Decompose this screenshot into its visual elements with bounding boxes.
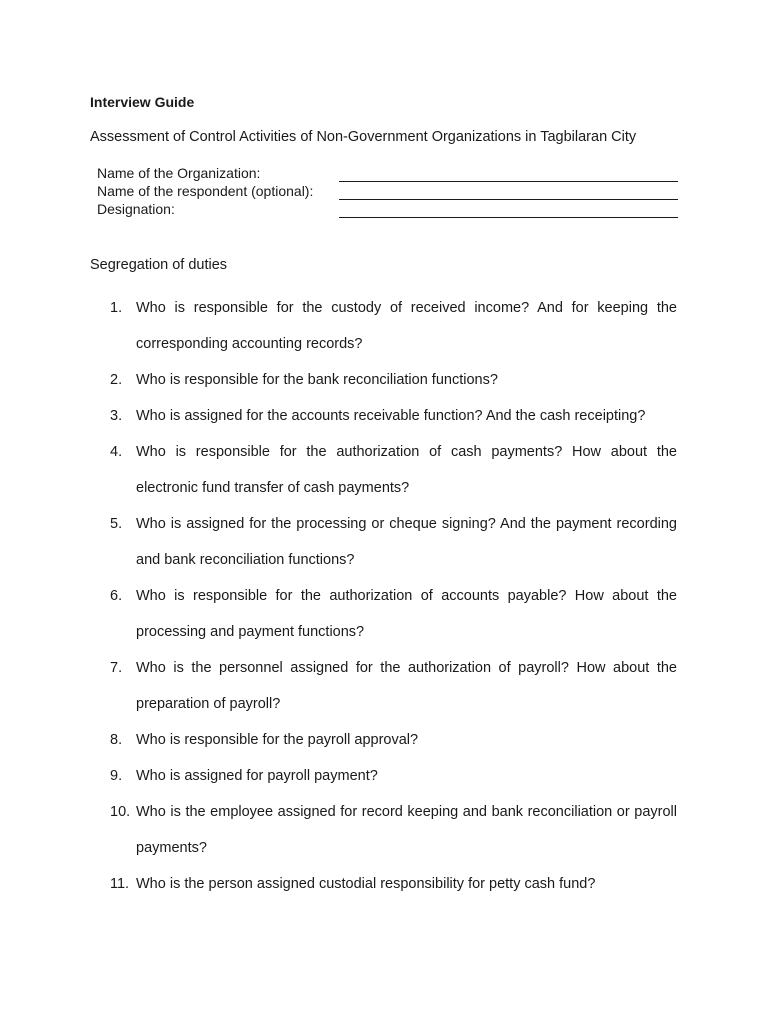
question-text: Who is the person assigned custodial responsibility for petty cash fund? [136,876,596,892]
question-text: Who is responsible for the payroll approval? [136,732,419,748]
question-item [110,866,677,902]
document-title: Interview Guide [90,94,195,110]
field-respondent-name [97,182,678,200]
field-designation [97,200,678,218]
question-text: Who is the employee assigned for record keeping and bank reconciliation or payroll payments? [136,804,677,856]
question-item [110,758,677,794]
question-list [110,290,677,902]
field-label: Designation: [97,201,175,217]
question-item [110,290,677,362]
document-subtitle: Assessment of Control Activities of Non-Government Organizations in Tagbilaran City [90,129,637,145]
field-label: Name of the respondent (optional): [97,183,314,199]
question-text: Who is responsible for the authorization of accounts payable? How about the processing and payment functions? [136,588,677,640]
question-number: 1. [110,300,123,316]
question-number: 7. [110,660,123,676]
field-organization-name [97,164,678,182]
question-number: 6. [110,588,123,604]
question-number: 9. [110,768,123,784]
question-text: Who is assigned for payroll payment? [136,768,378,784]
question-number: 2. [110,372,123,388]
question-item [110,362,677,398]
respondent-info-fields [97,164,678,218]
question-item [110,794,677,866]
question-item [110,434,677,506]
field-label: Name of the Organization: [97,165,261,181]
question-text: Who is assigned for the processing or cheque signing? And the payment recording and bank reconciliation functions? [136,516,677,568]
fill-in-line [339,217,678,218]
question-number: 8. [110,732,123,748]
question-text: Who is the personnel assigned for the authorization of payroll? How about the preparation of payroll? [136,660,677,712]
section-heading: Segregation of duties [90,257,228,273]
question-number: 3. [110,408,123,424]
question-text: Who is assigned for the accounts receivable function? And the cash receipting? [136,408,646,424]
question-number: 5. [110,516,123,532]
question-item [110,578,677,650]
question-number: 11. [110,876,130,892]
question-item [110,722,677,758]
question-number: 4. [110,444,123,460]
question-text: Who is responsible for the authorization of cash payments? How about the electronic fund transfer of cash payments? [136,444,677,496]
question-item [110,506,677,578]
question-text: Who is responsible for the bank reconciliation functions? [136,372,498,388]
question-item [110,650,677,722]
question-number: 10. [110,804,131,820]
question-text: Who is responsible for the custody of received income? And for keeping the corresponding accounting records? [136,300,677,352]
question-item [110,398,677,434]
